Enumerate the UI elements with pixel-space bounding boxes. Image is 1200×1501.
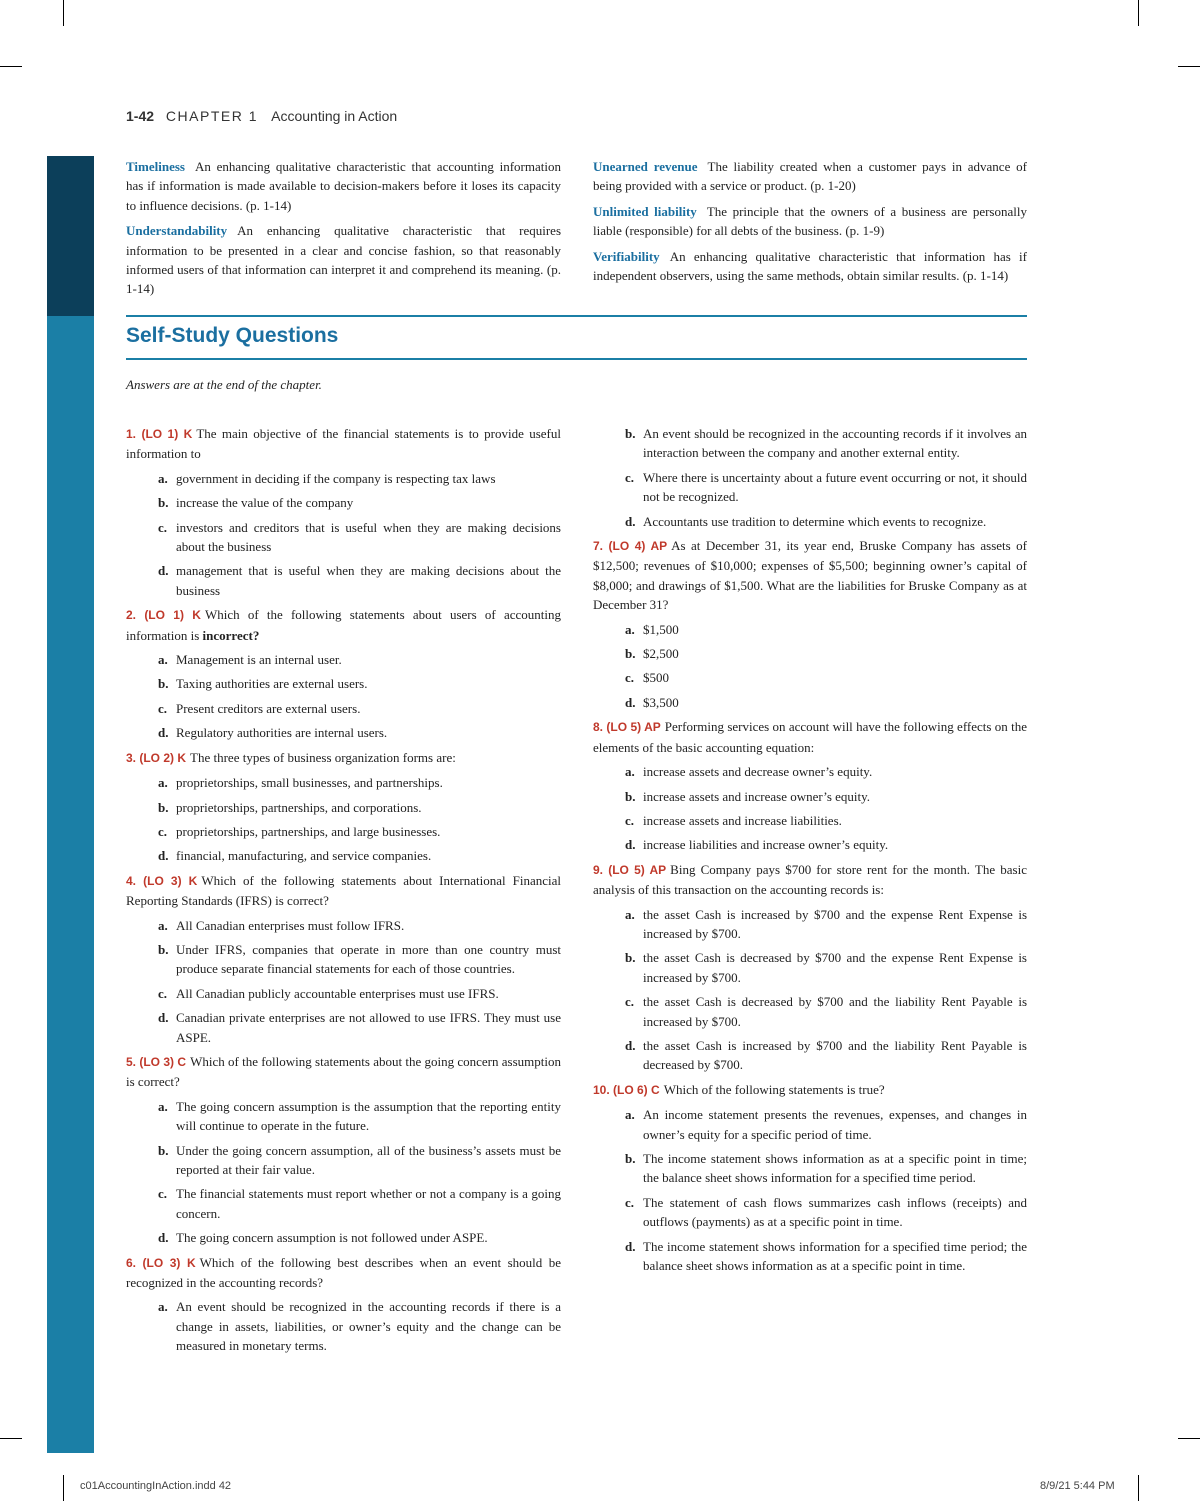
question-text: Which of the following statements is true? (663, 1081, 885, 1097)
option-text: the asset Cash is decreased by $700 and the liability Rent Payable is increased by $700. (643, 994, 1027, 1029)
option-text: $3,500 (643, 694, 679, 710)
answer-option (158, 561, 561, 600)
answer-option (158, 798, 561, 817)
option-text: An event should be recognized in the accounting records if there is a change in assets, liabilities, or owner’s equity and the change can be measured in monetary terms. (176, 1299, 561, 1354)
question-emphasis: incorrect? (202, 627, 260, 643)
answer-option (158, 773, 561, 792)
option-letter: c. (158, 985, 168, 1001)
answer-option (625, 1193, 1027, 1232)
answer-option (625, 1237, 1027, 1276)
option-text: financial, manufacturing, and service companies. (176, 848, 432, 864)
question-tag: 10. (LO 6) C (593, 1082, 660, 1097)
option-text: Regulatory authorities are internal users. (176, 725, 388, 741)
option-text: Under the going concern assumption, all of the business’s assets must be reported at their fair value. (176, 1142, 561, 1177)
answer-option (625, 620, 1027, 639)
answer-option (158, 1097, 561, 1136)
question-text: Which of the following statements about International Financial Reporting Standards (IFRS) is correct? (126, 872, 561, 909)
answer-option (158, 822, 561, 841)
option-letter: d. (158, 1010, 169, 1026)
glossary-entry (126, 157, 561, 215)
option-letter: c. (625, 1194, 635, 1210)
option-letter: d. (625, 1238, 636, 1254)
question-tag: 7. (LO 4) AP (593, 539, 668, 554)
answer-option (625, 811, 1027, 830)
answer-option (625, 992, 1027, 1031)
answer-option (625, 693, 1027, 712)
option-letter: d. (158, 725, 169, 741)
option-text: the asset Cash is increased by $700 and the expense Rent Expense is increased by $700. (643, 906, 1027, 941)
glossary-entry (126, 221, 561, 299)
answer-option (158, 1008, 561, 1047)
option-letter: c. (625, 812, 635, 828)
question-tag: 2. (LO 1) K (126, 608, 201, 623)
option-letter: b. (625, 788, 636, 804)
answer-option (625, 787, 1027, 806)
option-letter: a. (625, 621, 635, 637)
question (593, 717, 1027, 757)
option-letter: a. (625, 764, 635, 780)
option-text: All Canadian enterprises must follow IFRS. (176, 917, 405, 933)
chapter-label: CHAPTER 1 (165, 108, 258, 124)
glossary-definition: An enhancing qualitative characteristic that accounting information has if information is made available to decision-makers before it loses its capacity to influence decisions. (p. 1-14) (126, 159, 561, 213)
answer-option (625, 948, 1027, 987)
answer-option (158, 493, 561, 512)
option-text: An income statement presents the revenues, expenses, and changes in owner’s equity for a specific period of time. (643, 1107, 1027, 1142)
glossary-term: Timeliness (126, 159, 185, 174)
question (126, 605, 561, 645)
glossary-entry (593, 247, 1027, 286)
glossary-entry (593, 202, 1027, 241)
glossary-right (593, 157, 1027, 291)
option-text: Accountants use tradition to determine which events to recognize. (643, 513, 987, 529)
option-letter: a. (625, 906, 635, 922)
option-letter: d. (625, 694, 636, 710)
glossary-term: Understandability (126, 223, 228, 239)
answer-option (158, 674, 561, 693)
answer-option (158, 723, 561, 742)
option-letter: a. (158, 917, 168, 933)
option-letter: d. (158, 848, 169, 864)
question-tag: 9. (LO 5) AP (593, 862, 667, 877)
question (126, 1253, 561, 1293)
glossary-term: Unlimited liability (593, 203, 697, 219)
answer-option (158, 1228, 561, 1247)
question (126, 748, 561, 768)
option-text: The financial statements must report whether or not a company is a going concern. (176, 1186, 561, 1221)
option-text: proprietorships, partnerships, and large businesses. (176, 823, 441, 839)
question (126, 424, 561, 464)
crop-mark (1138, 0, 1139, 26)
question-text: Which of the following statements about the going concern assumption is correct? (126, 1053, 561, 1090)
option-letter: b. (625, 950, 636, 966)
option-letter: d. (625, 1037, 636, 1053)
question-text: Which of the following best describes when an event should be recognized in the accounting records? (126, 1254, 561, 1291)
option-letter: a. (625, 1107, 635, 1123)
answer-option (625, 1036, 1027, 1075)
option-letter: c. (625, 469, 635, 485)
answer-option (625, 424, 1027, 463)
section-rule-bottom (126, 358, 1027, 360)
option-text: Canadian private enterprises are not allowed to use IFRS. They must use ASPE. (176, 1010, 561, 1045)
question-text: The main objective of the financial statements is to provide useful information to (126, 426, 561, 462)
question-text: Bing Company pays $700 for store rent for the month. The basic analysis of this transaction on the accounting records is: (593, 861, 1027, 898)
option-letter: b. (625, 426, 636, 441)
option-letter: c. (625, 994, 635, 1010)
option-text: management that is useful when they are making decisions about the business (176, 563, 561, 598)
option-text: $500 (643, 670, 669, 686)
questions-right (593, 424, 1027, 1280)
option-letter: b. (158, 676, 169, 692)
section-rule-top (126, 315, 1027, 317)
answer-option (158, 1141, 561, 1180)
answer-option (158, 469, 561, 488)
crop-mark (1178, 1438, 1200, 1439)
page-number: 1-42 (126, 108, 155, 124)
option-letter: c. (625, 670, 635, 686)
option-letter: a. (158, 652, 168, 668)
option-text: government in deciding if the company is respecting tax laws (176, 470, 496, 486)
answer-option (158, 916, 561, 935)
option-letter: b. (158, 1142, 169, 1158)
crop-mark (63, 0, 64, 26)
question-tag: 6. (LO 3) K (126, 1255, 196, 1270)
crop-mark (0, 66, 22, 67)
answer-option (158, 940, 561, 979)
question-text: As at December 31, its year end, Bruske Company has assets of $12,500; revenues of $10,000; expenses of $5,500; beginning owner’s capital of $8,000; and drawings of $1,500. What are the liabilities for Bruske Company as at December 31? (593, 538, 1027, 613)
glossary-entry (593, 157, 1027, 196)
glossary-term: Verifiability (593, 248, 660, 264)
chapter-title: Accounting in Action (271, 108, 398, 124)
question-tag: 4. (LO 3) K (126, 873, 198, 888)
glossary-term: Unearned revenue (593, 159, 698, 174)
question-tag: 8. (LO 5) AP (593, 720, 661, 735)
option-text: An event should be recognized in the accounting records if it involves an interaction between the company and another external entity. (643, 426, 1027, 461)
question (593, 536, 1027, 615)
answer-option (625, 1149, 1027, 1188)
crop-mark (1138, 1475, 1139, 1501)
option-text: investors and creditors that is useful when they are making decisions about the business (176, 519, 561, 555)
option-letter: b. (158, 495, 169, 511)
option-text: increase liabilities and increase owner’s equity. (643, 837, 889, 853)
question-tag: 3. (LO 2) K (126, 750, 187, 765)
option-letter: b. (158, 799, 169, 815)
question-tag: 1. (LO 1) K (126, 427, 193, 441)
option-text: Management is an internal user. (176, 652, 342, 668)
question (126, 871, 561, 911)
sidebar-dark-band (47, 156, 94, 316)
crop-mark (63, 1475, 64, 1501)
glossary-definition: The liability created when a customer pays in advance of being provided with a service or product. (p. 1-20) (593, 159, 1027, 194)
option-letter: a. (158, 470, 168, 486)
option-text: Under IFRS, companies that operate in more than one country must produce separate financial statements for each of those countries. (176, 941, 561, 977)
footer-filename: c01AccountingInAction.indd 42 (80, 1480, 232, 1492)
answer-option (625, 468, 1027, 507)
glossary-definition: An enhancing qualitative characteristic that information has if independent observers, using the same methods, obtain similar results. (p. 1-14) (593, 248, 1027, 284)
option-text: increase assets and increase liabilities. (643, 812, 842, 828)
option-letter: b. (158, 941, 169, 957)
answer-option (625, 668, 1027, 687)
option-text: Where there is uncertainty about a future event occurring or not, it should not be recognized. (643, 469, 1027, 505)
option-letter: c. (158, 519, 168, 535)
option-letter: a. (158, 1098, 168, 1114)
option-letter: a. (158, 1299, 168, 1315)
answers-note: Answers are at the end of the chapter. (126, 377, 322, 392)
glossary-definition: An enhancing qualitative characteristic that requires information to be presented in a clear and concise fashion, so that reasonably informed users of that information can interpret it and comprehend its meaning. (p. 1-14) (126, 223, 561, 297)
answer-option (625, 835, 1027, 854)
option-text: $2,500 (643, 646, 679, 662)
option-text: The income statement shows information as at a specific point in time; the balance sheet shows information for a specified time period. (643, 1151, 1027, 1186)
option-letter: d. (158, 1230, 169, 1246)
option-text: proprietorships, partnerships, and corporations. (176, 799, 422, 815)
crop-mark (0, 1438, 22, 1439)
question-tag: 5. (LO 3) C (126, 1054, 187, 1069)
option-text: increase assets and decrease owner’s equity. (643, 764, 873, 780)
question (593, 860, 1027, 900)
answer-option (158, 518, 561, 557)
questions-left (126, 424, 561, 1361)
option-letter: b. (625, 646, 636, 662)
answer-option (625, 1105, 1027, 1144)
option-letter: b. (625, 1151, 636, 1166)
option-text: $1,500 (643, 621, 679, 637)
answer-option (625, 512, 1027, 531)
option-text: the asset Cash is increased by $700 and the liability Rent Payable is decreased by $700. (643, 1037, 1027, 1073)
option-letter: c. (158, 1186, 168, 1202)
option-letter: d. (625, 513, 636, 529)
option-letter: c. (158, 823, 168, 839)
answer-option (158, 846, 561, 865)
answer-option (158, 650, 561, 669)
answer-option (158, 984, 561, 1003)
answer-option (625, 644, 1027, 663)
option-letter: d. (158, 563, 169, 579)
option-text: The income statement shows information for a specified time period; the balance sheet shows information as at a specific point in time. (643, 1238, 1027, 1274)
option-text: proprietorships, small businesses, and partnerships. (176, 775, 443, 791)
option-text: Taxing authorities are external users. (176, 676, 368, 692)
option-text: All Canadian publicly accountable enterprises must use IFRS. (176, 985, 499, 1001)
option-text: increase the value of the company (176, 495, 354, 511)
option-letter: d. (625, 837, 636, 853)
glossary-definition: The principle that the owners of a business are personally liable (responsible) for all debts of the business. (p. 1-9) (593, 203, 1027, 239)
answer-option (158, 1184, 561, 1223)
option-text: increase assets and increase owner’s equity. (643, 788, 871, 804)
question-text: The three types of business organization forms are: (190, 749, 456, 765)
option-text: Present creditors are external users. (176, 700, 361, 716)
option-text: The going concern assumption is not followed under ASPE. (176, 1230, 488, 1246)
question (593, 1080, 1027, 1100)
answer-option (158, 699, 561, 718)
answer-option (625, 762, 1027, 781)
sidebar-light-band (47, 316, 94, 1453)
option-text: The statement of cash flows summarizes cash inflows (receipts) and outflows (payments) as at a specific point in time. (643, 1194, 1027, 1230)
option-letter: a. (158, 775, 168, 791)
crop-mark (1178, 66, 1200, 67)
question (126, 1052, 561, 1092)
section-title: Self-Study Questions (126, 324, 339, 347)
option-letter: c. (158, 700, 168, 716)
glossary-left (126, 157, 561, 305)
page-header (126, 108, 397, 124)
option-text: The going concern assumption is the assumption that the reporting entity will continue to operate in the future. (176, 1098, 561, 1134)
option-text: the asset Cash is decreased by $700 and the expense Rent Expense is increased by $700. (643, 950, 1027, 985)
answer-option (625, 905, 1027, 944)
answer-option (158, 1297, 561, 1355)
question-text: Which of the following statements about users of accounting information is (126, 607, 561, 643)
footer-timestamp: 8/9/21 5:44 PM (1040, 1480, 1115, 1492)
question-text: Performing services on account will have the following effects on the elements of the basic accounting equation: (593, 719, 1027, 755)
